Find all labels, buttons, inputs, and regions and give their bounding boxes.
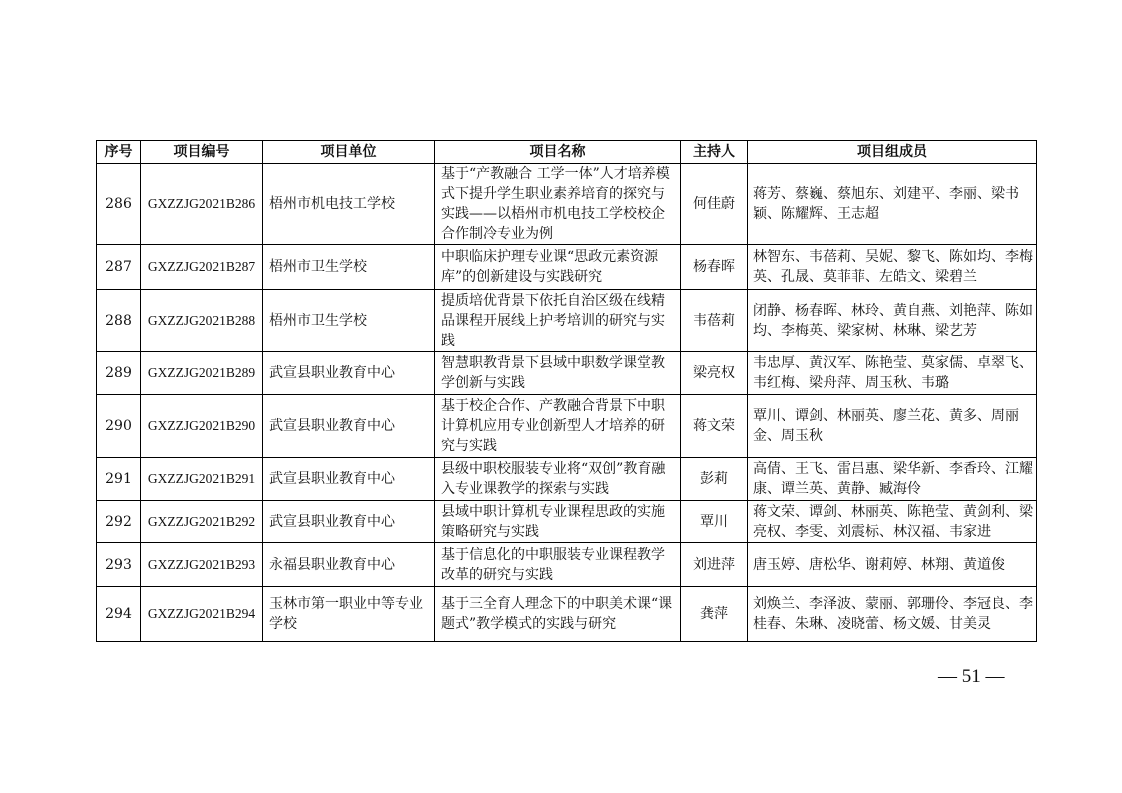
cell-unit: 武宣县职业教育中心 [263, 458, 435, 501]
cell-unit: 武宣县职业教育中心 [263, 501, 435, 543]
table-row [97, 501, 1037, 543]
table-row [97, 458, 1037, 501]
cell-project-name: 中职临床护理专业课“思政元素资源库”的创新建设与实践研究 [435, 245, 681, 290]
table-row [97, 395, 1037, 458]
table-header-row [97, 141, 1037, 164]
cell-index: 286 [97, 164, 141, 245]
header-members: 项目组成员 [748, 141, 1037, 164]
cell-host: 覃川 [681, 501, 748, 543]
header-unit: 项目单位 [263, 141, 435, 164]
cell-members: 高倩、王飞、雷吕惠、梁华新、李香玲、江耀康、谭兰英、黄静、臧海伶 [748, 458, 1037, 501]
cell-project-code: GXZZJG2021B287 [141, 245, 263, 290]
cell-members: 覃川、谭剑、林丽英、廖兰花、黄多、周丽金、周玉秋 [748, 395, 1037, 458]
cell-project-name: 基于信息化的中职服装专业课程教学改革的研究与实践 [435, 543, 681, 587]
cell-host: 何佳蔚 [681, 164, 748, 245]
cell-members: 刘焕兰、李泽波、蒙丽、郭珊伶、李冠良、李桂春、朱琳、凌晓蕾、杨文媛、甘美灵 [748, 587, 1037, 642]
cell-project-code: GXZZJG2021B290 [141, 395, 263, 458]
header-host: 主持人 [681, 141, 748, 164]
header-project-name: 项目名称 [435, 141, 681, 164]
cell-unit: 永福县职业教育中心 [263, 543, 435, 587]
table-row [97, 543, 1037, 587]
cell-index: 289 [97, 352, 141, 395]
cell-host: 龚萍 [681, 587, 748, 642]
projects-table [96, 140, 1037, 642]
cell-project-name: 提质培优背景下依托自治区级在线精品课程开展线上护考培训的研究与实践 [435, 290, 681, 352]
table-row [97, 290, 1037, 352]
cell-index: 290 [97, 395, 141, 458]
cell-index: 294 [97, 587, 141, 642]
cell-host: 彭莉 [681, 458, 748, 501]
header-index: 序号 [97, 141, 141, 164]
cell-host: 杨春晖 [681, 245, 748, 290]
cell-members: 林智东、韦蓓莉、吴妮、黎飞、陈如均、李梅英、孔晟、莫菲菲、左皓文、梁碧兰 [748, 245, 1037, 290]
cell-project-name: 基于校企合作、产教融合背景下中职计算机应用专业创新型人才培养的研究与实践 [435, 395, 681, 458]
cell-index: 287 [97, 245, 141, 290]
header-project-code: 项目编号 [141, 141, 263, 164]
cell-project-name: 基于三全育人理念下的中职美术课“课题式”教学模式的实践与研究 [435, 587, 681, 642]
table-row [97, 352, 1037, 395]
cell-project-name: 县级中职校服装专业将“双创”教育融入专业课教学的探索与实践 [435, 458, 681, 501]
cell-members: 闭静、杨春晖、林玲、黄自燕、刘艳萍、陈如均、李梅英、梁家树、林琳、梁艺芳 [748, 290, 1037, 352]
cell-unit: 玉林市第一职业中等专业学校 [263, 587, 435, 642]
table-row [97, 587, 1037, 642]
cell-project-code: GXZZJG2021B286 [141, 164, 263, 245]
cell-index: 288 [97, 290, 141, 352]
cell-project-code: GXZZJG2021B292 [141, 501, 263, 543]
cell-project-name: 基于“产教融合 工学一体”人才培养模式下提升学生职业素养培育的探究与实践——以梧州市机电技工学校校企合作制冷专业为例 [435, 164, 681, 245]
cell-host: 韦蓓莉 [681, 290, 748, 352]
cell-index: 293 [97, 543, 141, 587]
cell-unit: 梧州市卫生学校 [263, 245, 435, 290]
cell-members: 蒋芳、蔡巍、蔡旭东、刘建平、李丽、梁书颖、陈耀辉、王志超 [748, 164, 1037, 245]
cell-unit: 武宣县职业教育中心 [263, 352, 435, 395]
table-row [97, 245, 1037, 290]
cell-project-code: GXZZJG2021B293 [141, 543, 263, 587]
table-row [97, 164, 1037, 245]
cell-host: 刘进萍 [681, 543, 748, 587]
cell-project-code: GXZZJG2021B294 [141, 587, 263, 642]
cell-host: 梁亮权 [681, 352, 748, 395]
cell-project-name: 县域中职计算机专业课程思政的实施策略研究与实践 [435, 501, 681, 543]
cell-members: 唐玉婷、唐松华、谢莉婷、林翔、黄道俊 [748, 543, 1037, 587]
cell-project-code: GXZZJG2021B289 [141, 352, 263, 395]
cell-project-code: GXZZJG2021B291 [141, 458, 263, 501]
page-number: — 51 — [938, 666, 1005, 687]
cell-project-code: GXZZJG2021B288 [141, 290, 263, 352]
cell-members: 蒋文荣、谭剑、林丽英、陈艳莹、黄剑利、梁亮权、李雯、刘震标、林汉福、韦家进 [748, 501, 1037, 543]
cell-project-name: 智慧职教背景下县域中职数学课堂教学创新与实践 [435, 352, 681, 395]
cell-unit: 梧州市机电技工学校 [263, 164, 435, 245]
cell-members: 韦忠厚、黄汉军、陈艳莹、莫家儒、卓翠飞、韦红梅、梁舟萍、周玉秋、韦璐 [748, 352, 1037, 395]
cell-index: 291 [97, 458, 141, 501]
cell-unit: 梧州市卫生学校 [263, 290, 435, 352]
cell-unit: 武宣县职业教育中心 [263, 395, 435, 458]
cell-index: 292 [97, 501, 141, 543]
cell-host: 蒋文荣 [681, 395, 748, 458]
